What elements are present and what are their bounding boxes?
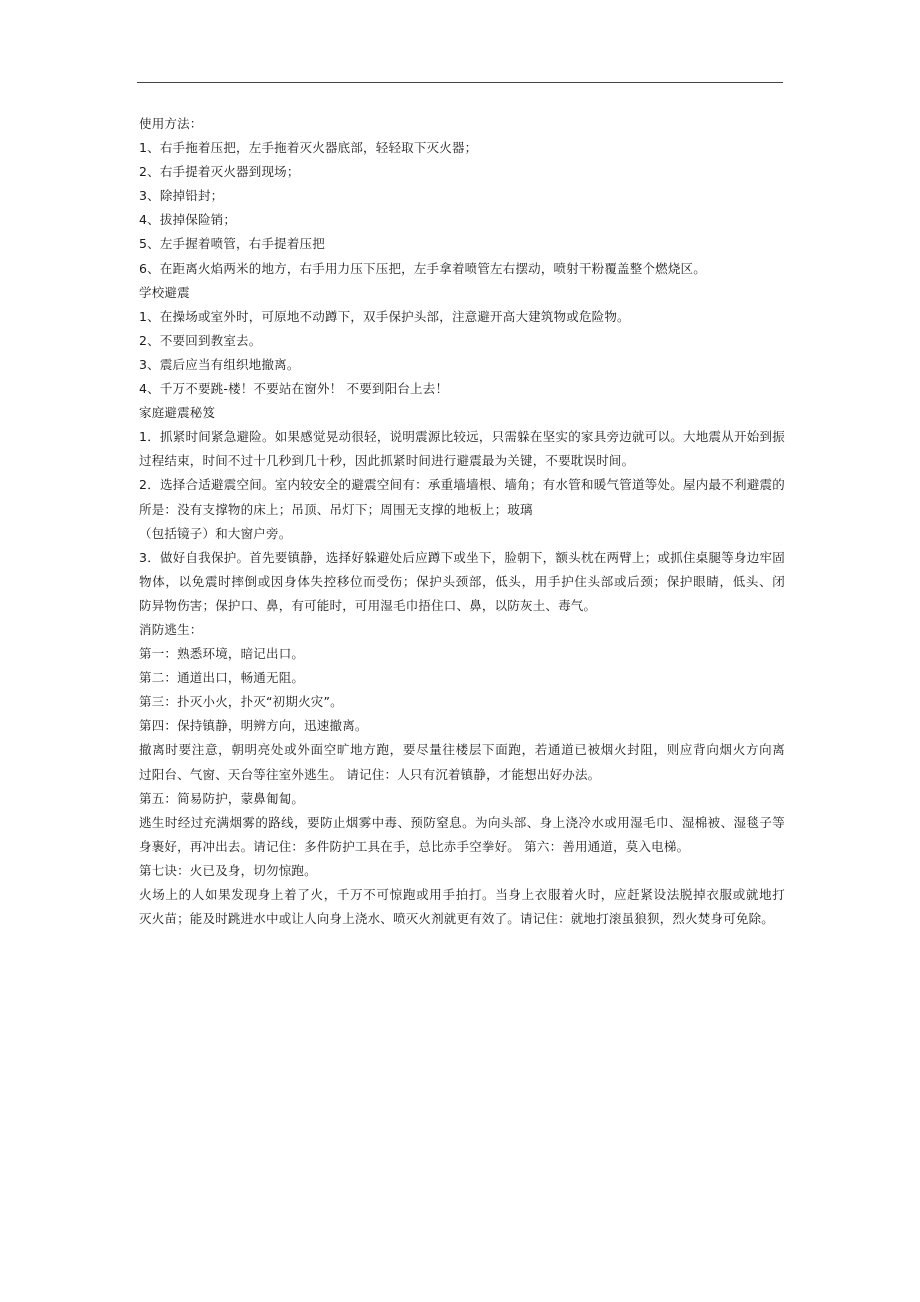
paragraph-line: 防异物伤害；保护口、鼻，有可能时，可用湿毛巾捂住口、鼻，以防灰土、毒气。 bbox=[139, 597, 597, 613]
paragraph-line: 逃生时经过充满烟雾的路线，要防止烟雾中毒、预防窒息。为向头部、身上浇冷水或用湿毛巾、湿棉被、湿毯子等 bbox=[139, 814, 785, 830]
usage-heading: 使用方法： bbox=[139, 116, 203, 131]
paragraph-line: 3．做好自我保护。首先要镇静，选择好躲避处后应蹲下或坐下，脸朝下，额头枕在两臂上；或抓住桌腿等身边牢固 bbox=[139, 549, 785, 565]
usage-step: 1、右手拖着压把，左手拖着灭火器底部，轻轻取下灭火器； bbox=[139, 140, 478, 156]
fire-step: 第二：通道出口，畅通无阻。 bbox=[139, 670, 305, 686]
fire-step: 第三：扑灭小火，扑灭“初期火灾”。 bbox=[139, 694, 343, 710]
paragraph-line: 灭火苗；能及时跳进水中或让人向身上浇水、喷灭火剂就更有效了。请记住：就地打滚虽狼狈，烈火焚身可免除。 bbox=[139, 911, 775, 927]
usage-step: 5、左手握着喷管，右手提着压把 bbox=[139, 236, 325, 252]
home-paragraph-3 bbox=[139, 546, 785, 618]
fire-paragraph-evacuate bbox=[139, 738, 785, 786]
paragraph-line: 2．选择合适避震空间。室内较安全的避震空间有：承重墙墙根、墙角；有水管和暖气管道等处。屋内最不利避震的 bbox=[139, 477, 785, 493]
school-step: 1、在操场或室外时，可原地不动蹲下，双手保护头部，注意避开高大建筑物或危险物。 bbox=[139, 308, 630, 324]
home-paragraph-1 bbox=[139, 425, 785, 473]
fire-step: 第五：简易防护，蒙鼻匍匐。 bbox=[139, 790, 305, 806]
fire-step: 第一：熟悉环境，暗记出口。 bbox=[139, 646, 305, 662]
school-heading: 学校避震 bbox=[139, 284, 190, 300]
school-step: 2、不要回到教室去。 bbox=[139, 332, 262, 348]
usage-step: 3、除掉铅封； bbox=[139, 188, 224, 204]
home-heading: 家庭避震秘笈 bbox=[139, 405, 216, 421]
fire-paragraph-smoke bbox=[139, 811, 785, 859]
paragraph-line: 过程结束，时间不过十几秒到几十秒，因此抓紧时间进行避震最为关键，不要耽误时间。 bbox=[139, 453, 635, 469]
paragraph-line: 撤离时要注意，朝明亮处或外面空旷地方跑，要尽量往楼层下面跑，若通道已被烟火封阻，则应背向烟火方向离 bbox=[139, 742, 785, 758]
school-step: 4、千万不要跳-楼！不要站在窗外！ 不要到阳台上去！ bbox=[139, 381, 449, 397]
paragraph-line: （包括镜子）和大窗户旁。 bbox=[139, 525, 292, 541]
paragraph-line: 过阳台、气窗、天台等往室外逃生。 请记住：人只有沉着镇静，才能想出好办法。 bbox=[139, 766, 601, 782]
paragraph-line: 所是：没有支撑物的床上；吊顶、吊灯下；周围无支撑的地板上；玻璃 bbox=[139, 501, 533, 517]
fire-step: 第七诀：火已及身，切勿惊跑。 bbox=[139, 862, 317, 878]
fire-paragraph-on-fire bbox=[139, 883, 785, 931]
paragraph-line: 火场上的人如果发现身上着了火，千万不可惊跑或用手拍打。当身上衣服着火时，应赶紧设法脱掉衣服或就地打 bbox=[139, 887, 785, 902]
paragraph-line: 身裹好，再冲出去。请记住：多件防护工具在手，总比赤手空拳好。 第六：善用通道，莫入电梯。 bbox=[139, 838, 690, 854]
usage-step: 2、右手提着灭火器到现场； bbox=[139, 164, 300, 180]
header-rule bbox=[137, 82, 783, 83]
usage-step: 4、拔掉保险销； bbox=[139, 212, 237, 228]
fire-heading: 消防逃生： bbox=[139, 621, 203, 637]
home-paragraph-2 bbox=[139, 473, 785, 545]
paragraph-line: 物体，以免震时摔倒或因身体失控移位而受伤；保护头颈部，低头，用手护住头部或后颈；保护眼睛，低头、闭 bbox=[139, 573, 785, 589]
school-step: 3、震后应当有组织地撤离。 bbox=[139, 356, 300, 372]
usage-step: 6、在距离火焰两米的地方，右手用力压下压把，左手拿着喷管左右摆动，喷射干粉覆盖整个燃烧区。 bbox=[139, 260, 706, 276]
fire-step: 第四：保持镇静，明辨方向，迅速撤离。 bbox=[139, 718, 368, 734]
paragraph-line: 1．抓紧时间紧急避险。如果感觉晃动很轻，说明震源比较远，只需躲在坚实的家具旁边就可以。大地震从开始到振 bbox=[139, 429, 785, 445]
document-body bbox=[139, 112, 785, 931]
